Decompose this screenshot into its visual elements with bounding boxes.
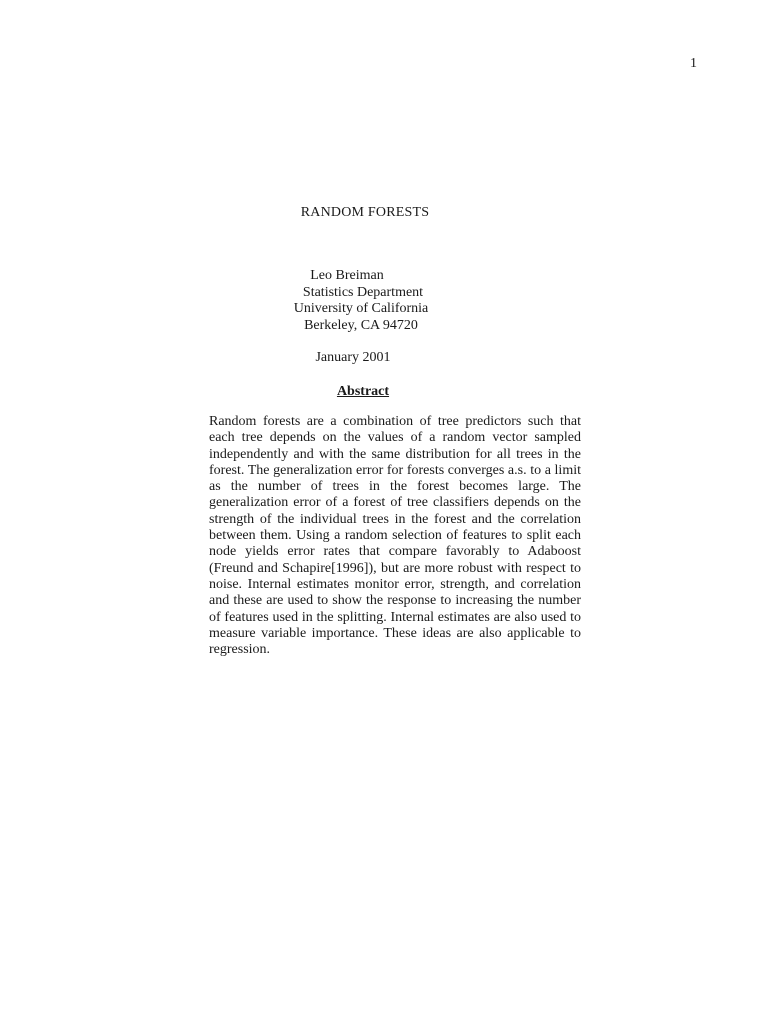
page-number: 1 bbox=[690, 56, 697, 71]
author-department: Statistics Department bbox=[302, 284, 424, 300]
abstract-heading: Abstract bbox=[336, 384, 390, 399]
author-name: Leo Breiman bbox=[310, 268, 384, 283]
paper-title: RANDOM FORESTS bbox=[300, 205, 430, 220]
abstract-body: Random forests are a combination of tree predictors such that each tree depends on the values of a random vector sampled independently and with the same distribution for all trees in the forest. The generalization error for forests converges a.s. to a limit as the number of trees in the forest becomes large. The generalization error of a forest of tree classifiers depends on the strength of the individual trees in the forest and the correlation between them. Using a random selection of features to split each node yields error rates that compare favorably to Adaboost (Freund and Schapire[1996]), but are more robust with respect to noise. Internal estimates monitor error, strength, and correlation and these are used to show the response to increasing the number of features used in the splitting. Internal estimates are also used to measure variable importance. These ideas are also applicable to regression. bbox=[209, 414, 581, 658]
publication-date: January 2001 bbox=[315, 350, 391, 365]
author-address: Berkeley, CA 94720 bbox=[304, 317, 418, 333]
author-institution: University of California bbox=[293, 301, 429, 316]
author-block bbox=[0, 268, 722, 334]
